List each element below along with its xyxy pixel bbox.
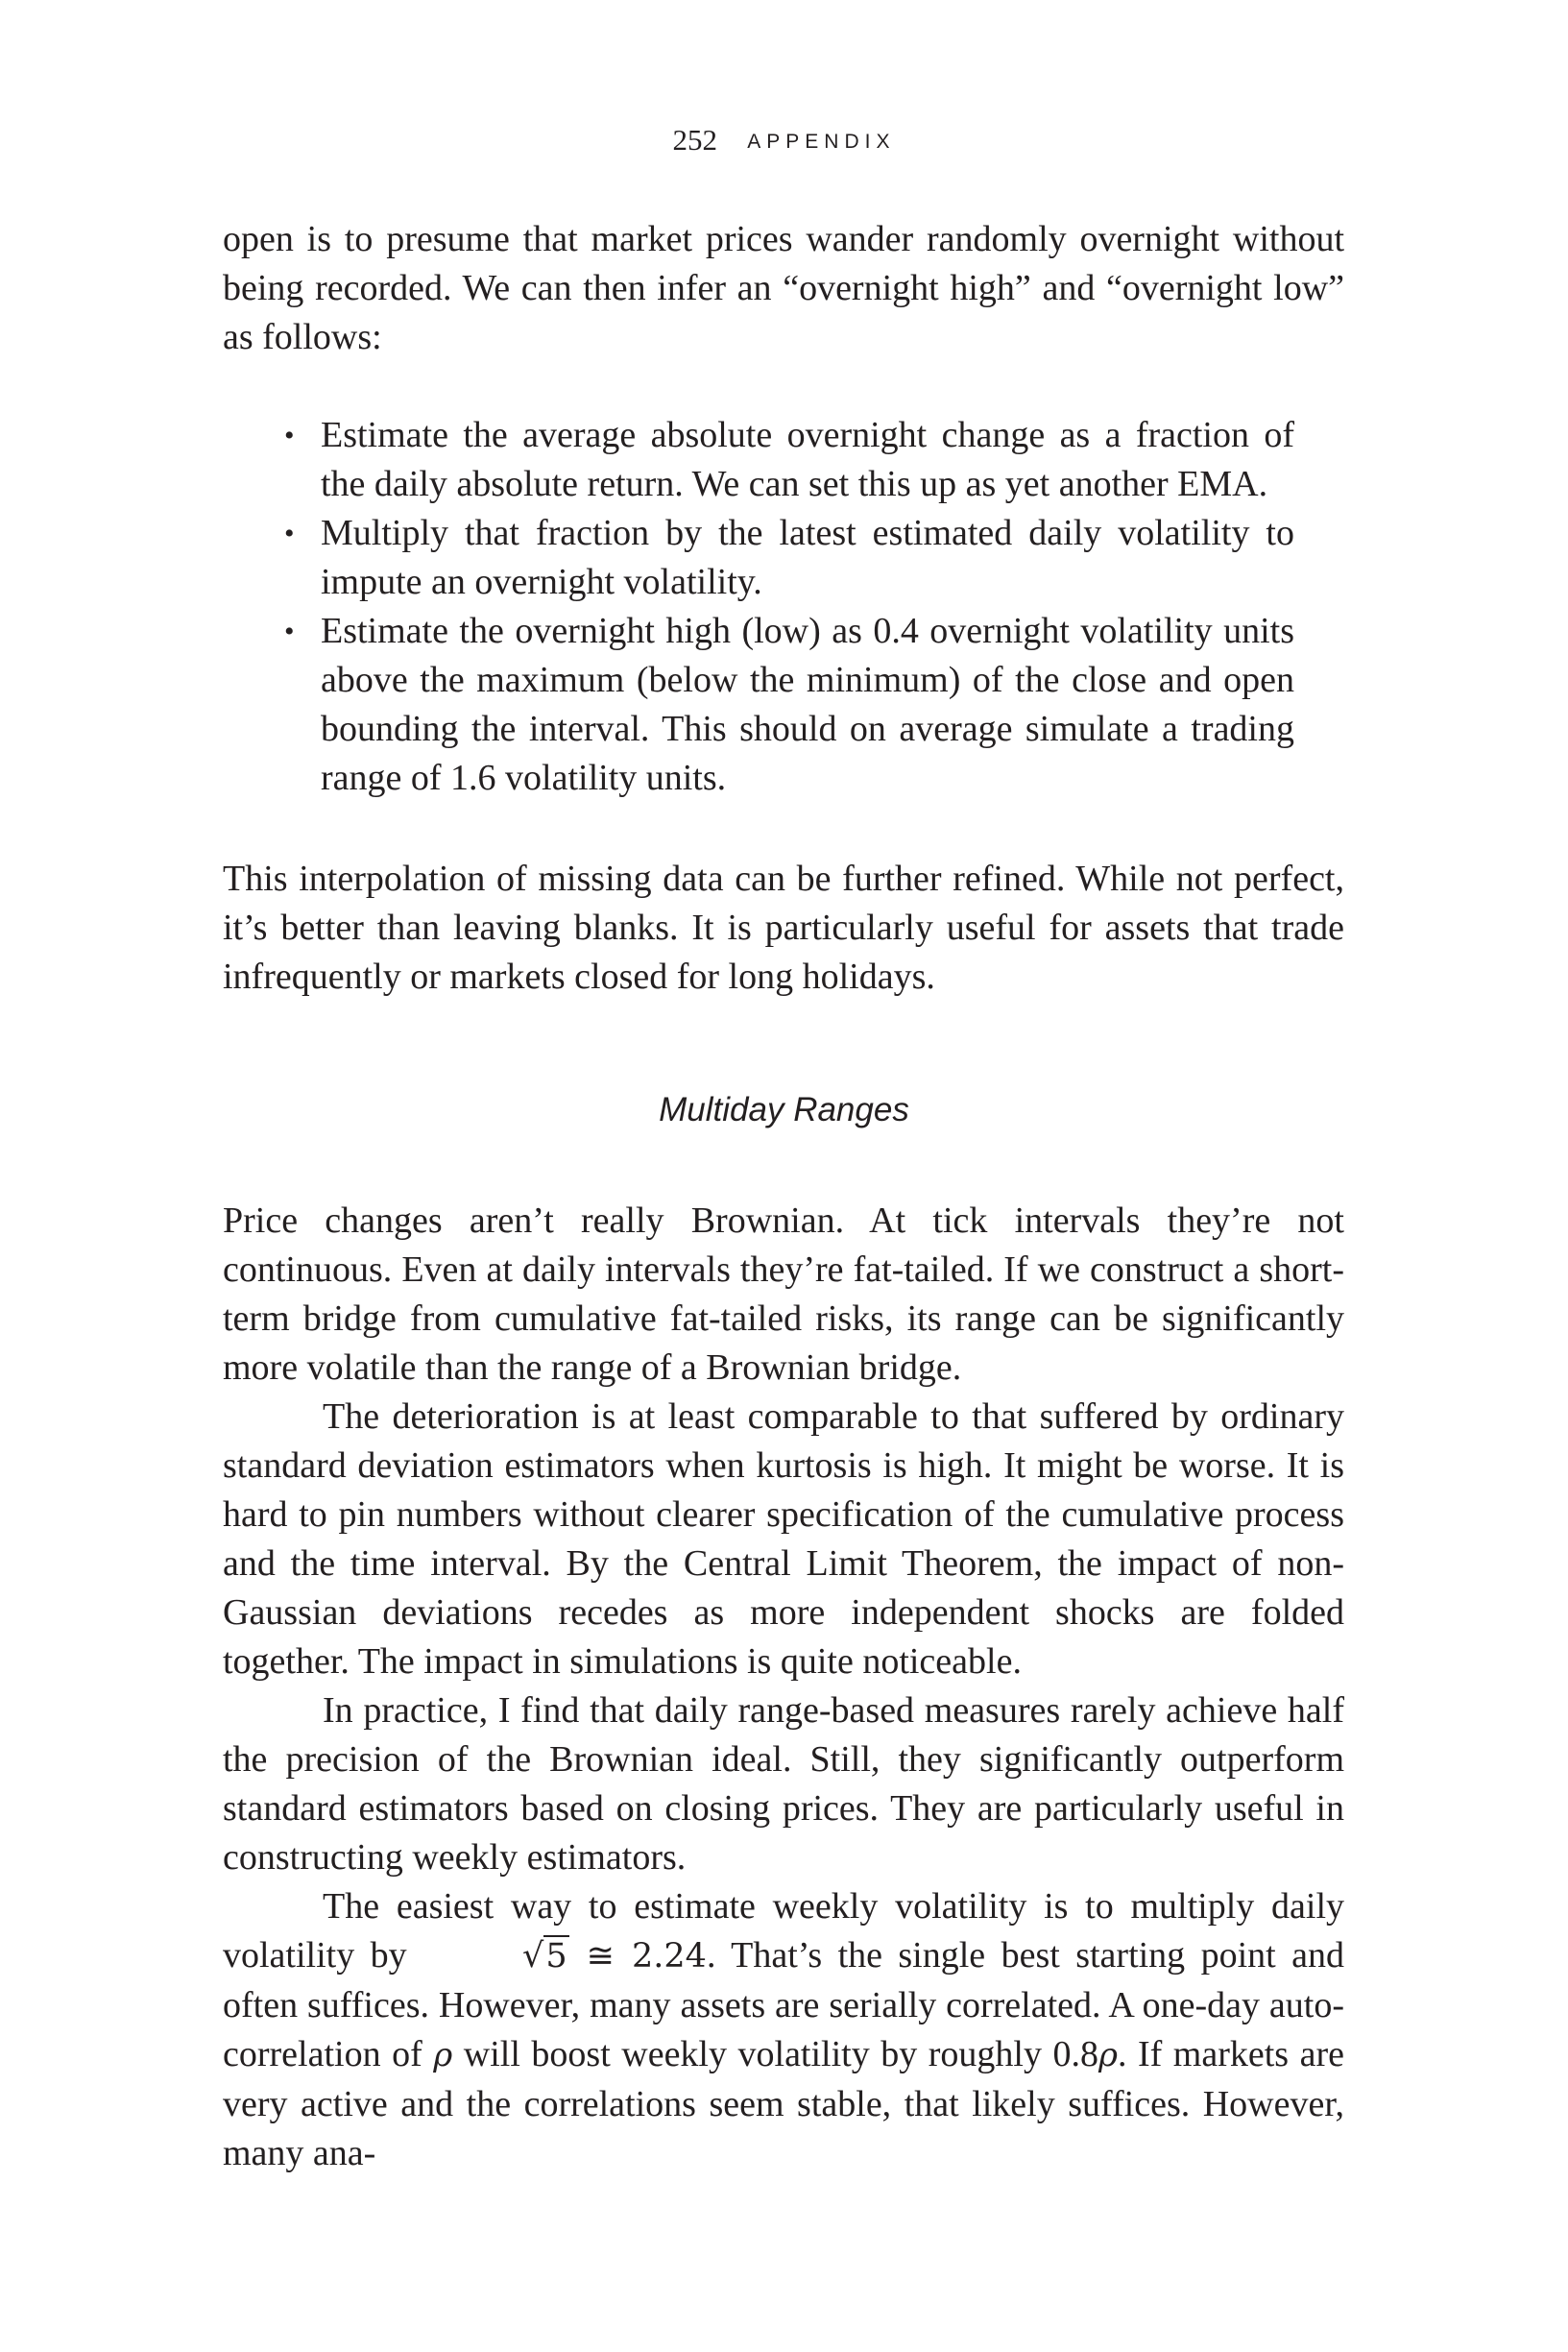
list-item — [278, 509, 1294, 607]
interpolation-paragraph-block — [223, 855, 1344, 1002]
bullet-icon: • — [284, 518, 295, 549]
text-run: . If markets are very active and the correlations seem stable, that likely suffices. However, many ana- — [223, 2034, 1344, 2173]
multiday-section-body — [223, 1197, 1344, 2178]
list-item-text: Estimate the overnight high (low) as 0.4 overnight volatility units above the maximum (below the minimum) of the close and open bounding the interval. This should on average simulate a trading range of 1.6 volatility units. — [321, 611, 1294, 798]
page-number: 252 — [672, 123, 718, 157]
rho-symbol: ρ — [1098, 2036, 1118, 2074]
intro-paragraph-block — [223, 215, 1344, 362]
bullet-icon: • — [284, 616, 295, 647]
text-run: . That’s the single best starting point and often suffices. However, many assets are serially correlated. A one-day auto-correlation of — [223, 1935, 1344, 2074]
sqrt-argument: 5 — [545, 1937, 567, 1976]
list-item — [278, 607, 1294, 803]
rho-symbol: ρ — [433, 2036, 453, 2074]
section-label: APPENDIX — [747, 131, 896, 153]
list-item-text: Multiply that fraction by the latest estimated daily volatility to impute an overnight volatility. — [321, 513, 1294, 602]
paragraph: The deterioration is at least comparable to that suffered by ordinary standard deviation estimators when kurtosis is high. It might be worse. It is hard to pin numbers without clearer specification of the cumulative process and the time interval. By the Central Limit Theorem, the impact of non-Gaussian deviations recedes as more independent shocks are folded together. The impact in simulations is quite noticeable. — [223, 1396, 1344, 1682]
section-heading: Multiday Ranges — [659, 1091, 909, 1128]
list-item — [278, 411, 1294, 509]
paragraph: This interpolation of missing data can be further refined. While not perfect, it’s better than leaving blanks. It is particularly useful for assets that trade infrequently or markets closed for long holidays. — [223, 859, 1344, 997]
sqrt-expression: √5 — [522, 1937, 567, 1976]
paragraph: Price changes aren’t really Brownian. At tick intervals they’re not continuous. Even at daily intervals they’re fat-tailed. If we construct a short-term bridge from cumulative fat-tailed risks, its range can be significantly more volatile than the range of a Brownian bridge. — [223, 1200, 1344, 1388]
paragraph: In practice, I find that daily range-based measures rarely achieve half the precision of the Brownian ideal. Still, they significantly outperform standard estimators based on closing prices. They are particularly useful in constructing weekly estimators. — [223, 1690, 1344, 1878]
bullet-icon: • — [284, 420, 295, 451]
approx-value: ≅ 2.24 — [568, 1937, 707, 1976]
list-item-text: Estimate the average absolute overnight change as a fraction of the daily absolute return. We can set this up as yet another EMA. — [321, 415, 1294, 504]
paragraph: open is to presume that market prices wander randomly overnight without being recorded. We can then infer an “overnight high” and “overnight low” as follows: — [223, 219, 1344, 357]
text-run: The easiest way to estimate weekly volatility is to multiply daily volatility by — [223, 1886, 1344, 1976]
paragraph-with-math — [223, 1882, 1344, 2178]
text-run: will boost weekly volatility by roughly 0.8 — [452, 2034, 1098, 2074]
bullet-list — [278, 411, 1294, 803]
running-head — [0, 123, 1568, 158]
